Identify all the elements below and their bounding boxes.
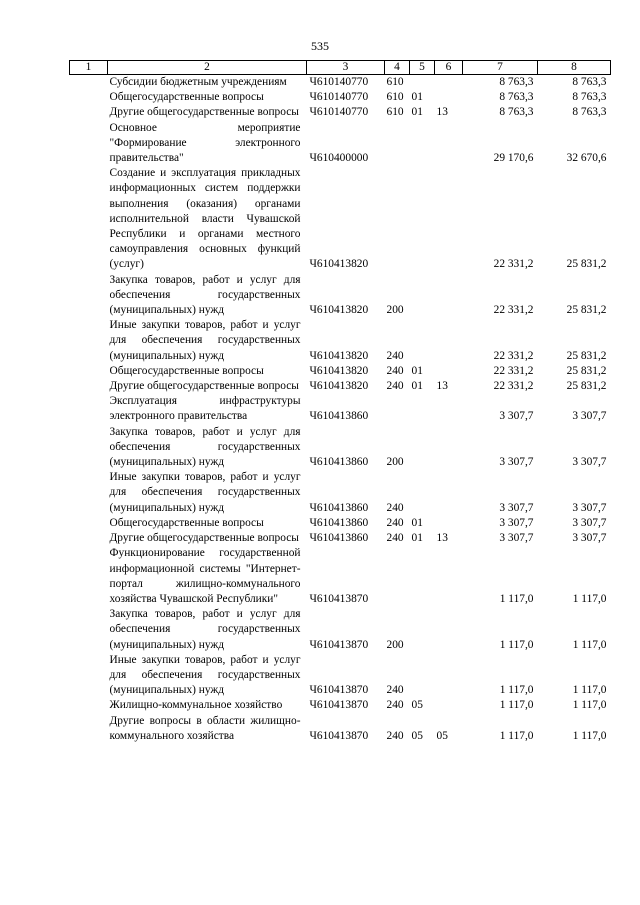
- cell-subsection: [435, 90, 463, 105]
- cell-amount-2: 8 763,3: [572, 76, 607, 88]
- cell-subsection: [435, 166, 463, 272]
- cell-expense-type: 240: [386, 380, 404, 393]
- cell-name: Общегосударственные вопросы: [109, 364, 264, 377]
- table-row: [70, 75, 611, 91]
- header-col-1: 1: [70, 61, 108, 75]
- cell-amount-1: 3 307,7: [499, 516, 534, 529]
- cell-name: Другие общегосударственные вопросы: [109, 380, 299, 393]
- cell-blank: [70, 90, 108, 105]
- cell-subsection: [435, 607, 463, 653]
- cell-expense-type: 240: [386, 729, 404, 742]
- cell-subsection: [435, 75, 463, 91]
- cell-amount-2: 3 307,7: [572, 516, 607, 529]
- cell-expense-type: 200: [386, 304, 404, 317]
- cell-amount-1: 8 763,3: [499, 91, 534, 104]
- cell-subsection: [435, 394, 463, 424]
- cell-section: [410, 470, 435, 516]
- cell-target-code: Ч610140770: [309, 76, 369, 88]
- cell-amount-2: 3 307,7: [572, 410, 607, 423]
- cell-blank: [70, 394, 108, 424]
- cell-amount-1: 22 331,2: [493, 364, 534, 377]
- cell-amount-2: 1 117,0: [572, 729, 607, 742]
- cell-section: 01: [411, 532, 423, 545]
- cell-subsection: [435, 318, 463, 364]
- header-col-6: 6: [435, 61, 463, 75]
- cell-section: [410, 546, 435, 607]
- table-row: [70, 105, 611, 120]
- cell-expense-type: [385, 166, 410, 272]
- cell-target-code: Ч610413820: [309, 349, 369, 362]
- cell-expense-type: 610: [386, 91, 404, 104]
- table-header: [70, 61, 611, 75]
- cell-amount-2: 3 307,7: [572, 456, 607, 469]
- cell-expense-type: 240: [386, 364, 404, 377]
- cell-target-code: Ч610413870: [309, 638, 369, 651]
- cell-blank: [70, 364, 108, 379]
- cell-section: [410, 166, 435, 272]
- cell-subsection: [435, 470, 463, 516]
- cell-subsection: [435, 364, 463, 379]
- budget-table: [69, 60, 611, 744]
- table-row: [70, 394, 611, 424]
- cell-amount-1: 1 117,0: [499, 729, 534, 742]
- cell-subsection: [435, 121, 463, 167]
- cell-subsection: [435, 546, 463, 607]
- table-row: [70, 379, 611, 394]
- cell-amount-1: 8 763,3: [499, 76, 534, 88]
- cell-section: [410, 394, 435, 424]
- cell-target-code: Ч610413820: [309, 364, 369, 377]
- cell-expense-type: [385, 546, 410, 607]
- cell-section: 05: [411, 729, 423, 742]
- cell-blank: [70, 425, 108, 471]
- cell-amount-2: 3 307,7: [572, 501, 607, 514]
- cell-blank: [70, 121, 108, 167]
- table-row: [70, 546, 611, 607]
- cell-expense-type: 240: [386, 516, 404, 529]
- cell-blank: [70, 75, 108, 91]
- cell-section: [410, 273, 435, 319]
- cell-blank: [70, 607, 108, 653]
- header-col-5: 5: [410, 61, 435, 75]
- cell-amount-1: 29 170,6: [493, 152, 534, 165]
- cell-subsection: [435, 698, 463, 713]
- cell-section: [410, 607, 435, 653]
- cell-name: Закупка товаров, работ и услуг для обеспечения государственных (муниципальных) нужд: [109, 608, 301, 651]
- cell-target-code: Ч610413860: [309, 456, 369, 469]
- header-col-7: 7: [463, 61, 538, 75]
- cell-amount-1: 3 307,7: [499, 532, 534, 545]
- cell-expense-type: 610: [386, 76, 404, 88]
- cell-amount-1: 1 117,0: [499, 592, 534, 605]
- cell-target-code: Ч610413870: [309, 684, 369, 697]
- cell-blank: [70, 516, 108, 531]
- table-row: [70, 531, 611, 546]
- cell-blank: [70, 379, 108, 394]
- cell-expense-type: [385, 394, 410, 424]
- cell-name: Создание и эксплуатация прикладных информационных систем поддержки выполнения (оказания) органами исполнительной власти Чувашской Республики и органами местного самоуправления основных функций (услуг): [109, 167, 301, 271]
- header-col-3: 3: [307, 61, 385, 75]
- cell-blank: [70, 318, 108, 364]
- table-row: [70, 90, 611, 105]
- cell-target-code: Ч610400000: [309, 152, 369, 165]
- cell-name: Общегосударственные вопросы: [109, 516, 264, 529]
- header-col-2: 2: [108, 61, 307, 75]
- cell-section: 05: [411, 699, 423, 712]
- cell-amount-1: 8 763,3: [499, 106, 534, 119]
- cell-amount-2: 32 670,6: [566, 152, 607, 165]
- cell-amount-1: 22 331,2: [493, 349, 534, 362]
- cell-name: Эксплуатация инфраструктуры электронного правительства: [109, 395, 301, 423]
- cell-blank: [70, 698, 108, 713]
- cell-expense-type: 240: [386, 501, 404, 514]
- table-row: [70, 470, 611, 516]
- cell-subsection: [435, 653, 463, 699]
- cell-expense-type: [385, 121, 410, 167]
- table-row: [70, 516, 611, 531]
- header-col-4: 4: [385, 61, 410, 75]
- cell-name: Другие общегосударственные вопросы: [109, 106, 299, 119]
- cell-amount-1: 22 331,2: [493, 380, 534, 393]
- table-row: [70, 607, 611, 653]
- cell-blank: [70, 273, 108, 319]
- cell-name: Закупка товаров, работ и услуг для обеспечения государственных (муниципальных) нужд: [109, 425, 301, 469]
- cell-subsection: 13: [436, 532, 448, 545]
- cell-amount-2: 25 831,2: [566, 349, 607, 362]
- cell-expense-type: 240: [386, 532, 404, 545]
- cell-target-code: Ч610413870: [309, 699, 369, 712]
- cell-name: Основное мероприятие "Формирование электронного правительства": [109, 121, 301, 165]
- cell-amount-2: 1 117,0: [572, 684, 607, 697]
- cell-amount-2: 8 763,3: [572, 106, 607, 119]
- cell-name: Жилищно-коммунальное хозяйство: [109, 699, 283, 712]
- cell-name: Закупка товаров, работ и услуг для обеспечения государственных (муниципальных) нужд: [109, 273, 301, 317]
- cell-name: Другие вопросы в области жилищно-коммунального хозяйства: [109, 714, 301, 742]
- cell-amount-2: 8 763,3: [572, 91, 607, 104]
- cell-blank: [70, 470, 108, 516]
- cell-expense-type: 240: [386, 684, 404, 697]
- cell-blank: [70, 166, 108, 272]
- cell-amount-1: 1 117,0: [499, 699, 534, 712]
- cell-blank: [70, 105, 108, 120]
- cell-section: 01: [411, 364, 423, 377]
- cell-subsection: [435, 425, 463, 471]
- table-row: [70, 364, 611, 379]
- cell-subsection: [435, 273, 463, 319]
- cell-section: 01: [411, 380, 423, 393]
- cell-target-code: Ч610413820: [309, 304, 369, 317]
- cell-expense-type: 200: [386, 456, 404, 469]
- cell-name: Иные закупки товаров, работ и услуг для обеспечения государственных (муниципальных) нужд: [109, 319, 301, 362]
- cell-blank: [70, 714, 108, 744]
- cell-target-code: Ч610413860: [309, 516, 369, 529]
- cell-target-code: Ч610413870: [309, 592, 369, 605]
- cell-name: Иные закупки товаров, работ и услуг для обеспечения государственных (муниципальных) нужд: [109, 471, 301, 514]
- cell-blank: [70, 653, 108, 699]
- cell-section: 01: [411, 106, 423, 119]
- cell-section: [410, 121, 435, 167]
- table-row: [70, 714, 611, 744]
- cell-target-code: Ч610140770: [309, 106, 369, 119]
- cell-amount-1: 1 117,0: [499, 638, 534, 651]
- cell-amount-2: 1 117,0: [572, 638, 607, 651]
- cell-amount-1: 1 117,0: [499, 684, 534, 697]
- cell-section: 01: [411, 516, 423, 529]
- table-row: [70, 166, 611, 272]
- cell-target-code: Ч610413860: [309, 532, 369, 545]
- cell-name: Другие общегосударственные вопросы: [109, 532, 299, 545]
- cell-name: Субсидии бюджетным учреждениям: [109, 76, 287, 88]
- cell-amount-1: 3 307,7: [499, 456, 534, 469]
- cell-amount-2: 25 831,2: [566, 304, 607, 317]
- cell-amount-2: 1 117,0: [572, 592, 607, 605]
- cell-expense-type: 200: [386, 638, 404, 651]
- cell-target-code: Ч610413860: [309, 410, 369, 423]
- cell-blank: [70, 531, 108, 546]
- page-number: 535: [311, 39, 329, 53]
- table-row: [70, 698, 611, 713]
- cell-blank: [70, 546, 108, 607]
- header-col-8: 8: [538, 61, 611, 75]
- cell-name: Функционирование государственной информационной системы "Интернет-портал жилищно-коммунального хозяйства Чувашской Республики": [109, 547, 301, 605]
- table-row: [70, 121, 611, 167]
- cell-subsection: 13: [436, 380, 448, 393]
- table-row: [70, 653, 611, 699]
- cell-amount-2: 3 307,7: [572, 532, 607, 545]
- cell-amount-1: 3 307,7: [499, 501, 534, 514]
- table-row: [70, 318, 611, 364]
- cell-section: [410, 425, 435, 471]
- cell-name: Общегосударственные вопросы: [109, 91, 264, 104]
- cell-amount-2: 25 831,2: [566, 364, 607, 377]
- cell-amount-1: 3 307,7: [499, 410, 534, 423]
- cell-amount-2: 25 831,2: [566, 258, 607, 271]
- cell-expense-type: 240: [386, 699, 404, 712]
- cell-target-code: Ч610413820: [309, 380, 369, 393]
- cell-target-code: Ч610413820: [309, 258, 369, 271]
- cell-subsection: 13: [436, 106, 448, 119]
- cell-amount-1: 22 331,2: [493, 258, 534, 271]
- cell-subsection: 05: [436, 729, 448, 742]
- cell-section: 01: [411, 91, 423, 104]
- cell-expense-type: 610: [386, 106, 404, 119]
- cell-target-code: Ч610413870: [309, 729, 369, 742]
- cell-amount-2: 1 117,0: [572, 699, 607, 712]
- cell-expense-type: 240: [386, 349, 404, 362]
- cell-target-code: Ч610140770: [309, 91, 369, 104]
- cell-name: Иные закупки товаров, работ и услуг для обеспечения государственных (муниципальных) нужд: [109, 653, 301, 697]
- cell-amount-2: 25 831,2: [566, 380, 607, 393]
- cell-subsection: [435, 516, 463, 531]
- cell-amount-1: 22 331,2: [493, 304, 534, 317]
- cell-section: [410, 318, 435, 364]
- cell-target-code: Ч610413860: [309, 501, 369, 514]
- table-row: [70, 273, 611, 319]
- cell-section: [410, 75, 435, 91]
- table-row: [70, 425, 611, 471]
- table-body: [70, 75, 611, 744]
- cell-section: [410, 653, 435, 699]
